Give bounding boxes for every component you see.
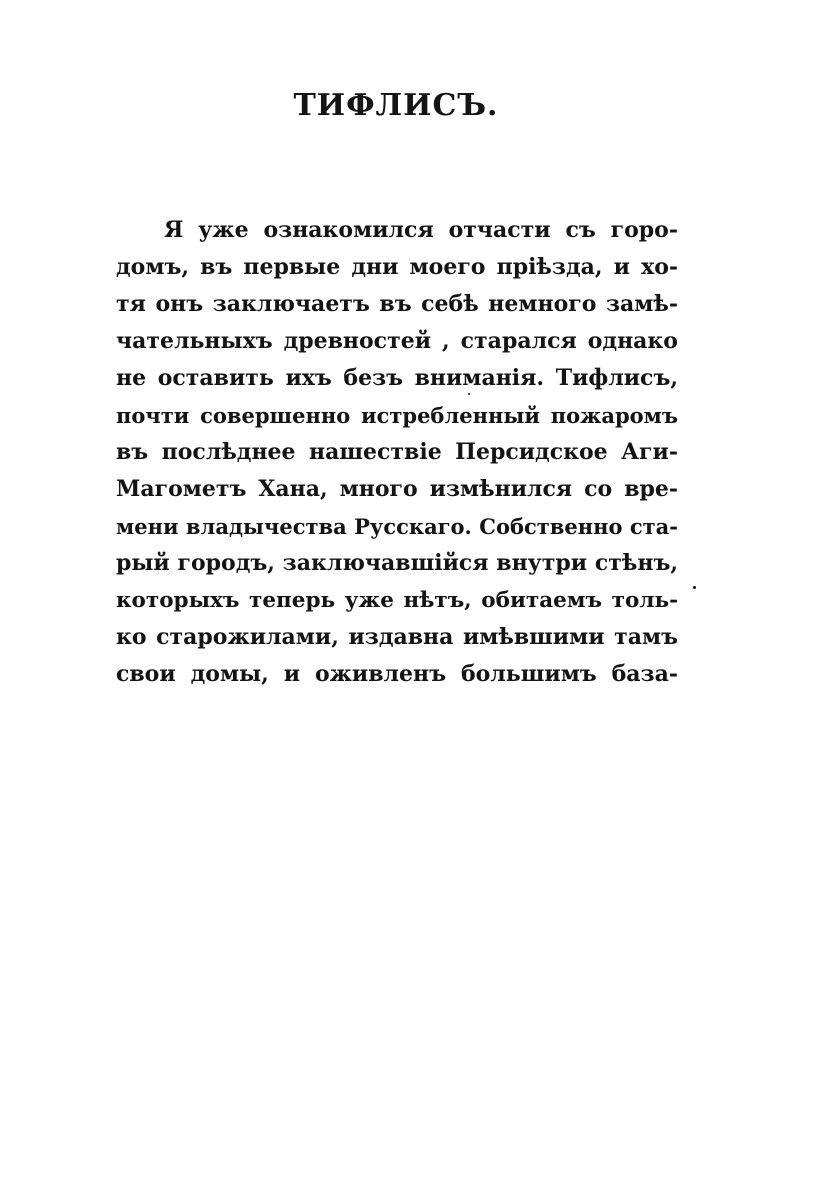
text-line: не оставить ихъ безъ вниманiя. Тифлисъ, <box>116 365 678 391</box>
text-line: въ послѣднее нашествiе Персидское Аги- <box>116 439 678 465</box>
paragraph <box>116 212 678 693</box>
text-line: Я уже ознакомился отчасти съ горо- <box>164 217 678 243</box>
text-line: ко старожилами, издавна имѣвшими тамъ <box>116 624 678 650</box>
text-line: которыхъ теперь уже нѣтъ, обитаемъ толь- <box>116 588 678 613</box>
text-line: Магометъ Хана, много измѣнился со вре- <box>116 476 678 502</box>
text-line: тя онъ заключаетъ въ себѣ немного замѣ- <box>116 291 678 317</box>
text-line: мени владычества Русскаго. Собственно ста- <box>116 514 678 539</box>
print-speck <box>468 393 470 395</box>
print-speck <box>693 586 696 589</box>
text-line: рый городъ, заключавшiйся внутри стѣнъ, <box>116 550 678 576</box>
text-line: свои домы, и оживленъ большимъ база- <box>116 661 678 687</box>
text-line: почти совершенно истребленный пожаромъ <box>116 403 678 428</box>
text-line: чательныхъ древностей , старался однако <box>116 328 678 354</box>
text-line: домъ, въ первые дни моего прiѣзда, и хо- <box>116 254 678 280</box>
chapter-heading: ТИФЛИСЪ. <box>293 88 499 123</box>
